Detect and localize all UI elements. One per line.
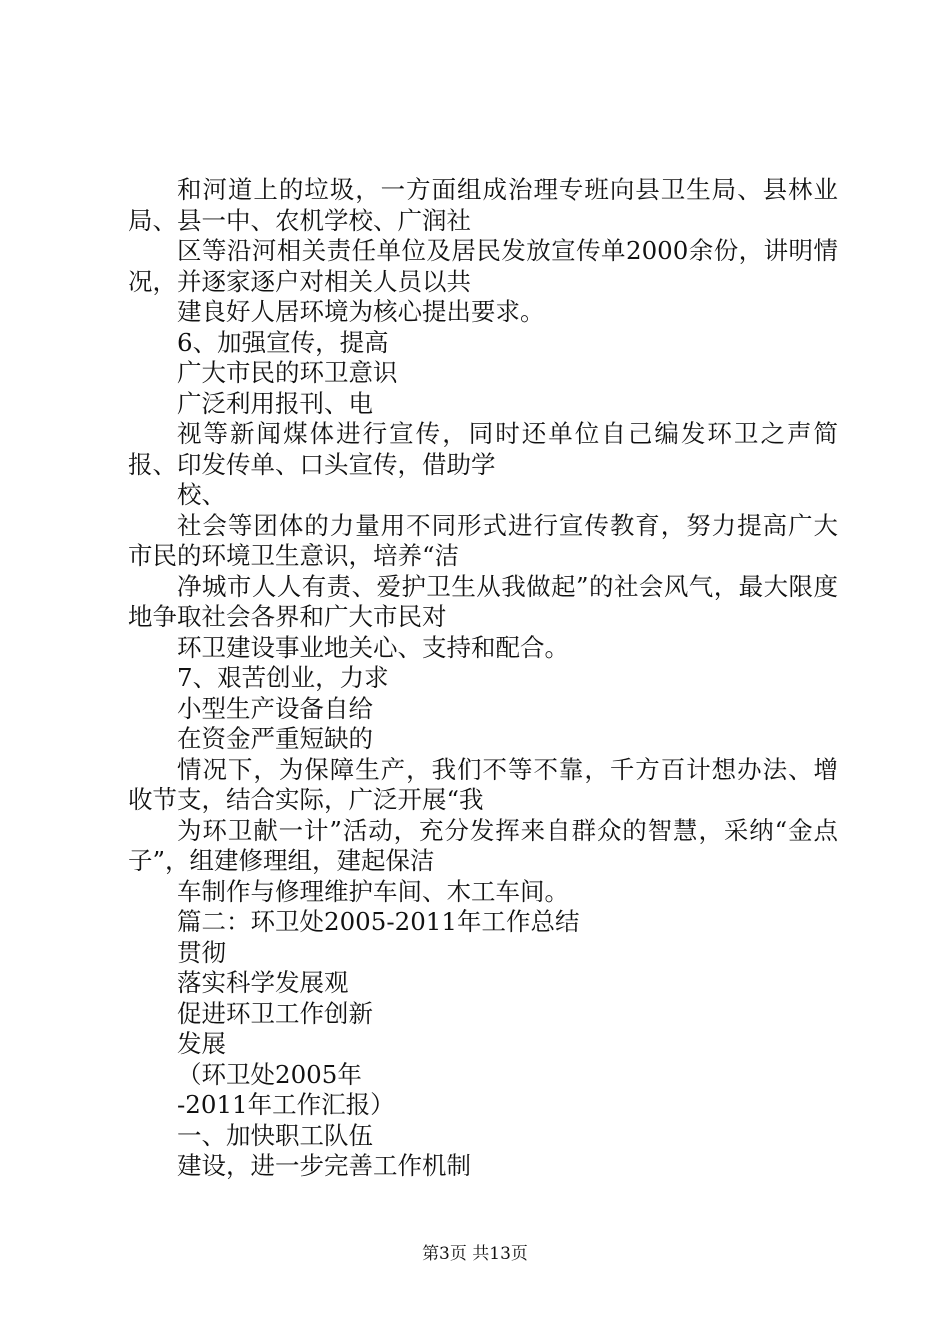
paragraph: 小型生产设备自给 [177,693,373,723]
chapter-heading: 篇二：环卫处2005-2011年工作总结 [177,907,580,936]
paragraph: 视等新闻煤体进行宣传，同时还单位自己编发环卫之声简报、印发传单、口头宣传，借助学 [128,419,838,479]
paragraph: 车制作与修理维护车间、木工车间。 [177,876,569,906]
paragraph: 广大市民的环卫意识 [177,358,398,387]
title-line: 贯彻 [177,937,226,967]
page-footer [0,1243,950,1265]
subtitle-line: -2011年工作汇报） [177,1090,395,1119]
paragraph: 建良好人居环境为核心提出要求。 [177,297,545,326]
paragraph: 广泛利用报刊、电 [177,388,373,418]
paragraph: 和河道上的垃圾，一方面组成治理专班向县卫生局、县林业局、县一中、农机学校、广润社 [128,175,838,235]
paragraph: 环卫建设事业地关心、支持和配合。 [177,632,569,662]
paragraph: 净城市人人有责、爱护卫生从我做起”的社会风气，最大限度地争取社会各界和广大市民对 [128,571,838,631]
paragraph: 区等沿河相关责任单位及居民发放宣传单2000余份，讲明情况，并逐家逐户对相关人员以共 [128,236,838,296]
title-line: 落实科学发展观 [177,968,349,997]
section-heading: 一、加快职工队伍 [177,1120,373,1150]
document-body [128,175,838,1182]
paragraph: 在资金严重短缺的 [177,724,373,753]
paragraph: 校、 [177,480,226,509]
title-line: 发展 [177,1029,226,1058]
section-heading: 建设，进一步完善工作机制 [177,1151,471,1180]
paragraph: 为环卫献一计”活动，充分发挥来自群众的智慧，采纳“金点子”，组建修理组，建起保洁 [128,815,838,875]
section-heading: 7、艰苦创业，力求 [177,663,389,692]
subtitle-line: （环卫处2005年 [177,1059,362,1089]
paragraph: 情况下，为保障生产，我们不等不靠，千方百计想办法、增收节支，结合实际，广泛开展“我 [128,754,838,814]
title-line: 促进环卫工作创新 [177,998,373,1028]
section-heading: 6、加强宣传，提高 [177,327,389,357]
page-number: 第3页 共13页 [422,1244,528,1264]
paragraph: 社会等团体的力量用不同形式进行宣传教育，努力提高广大市民的环境卫生意识，培养“洁 [128,510,838,570]
